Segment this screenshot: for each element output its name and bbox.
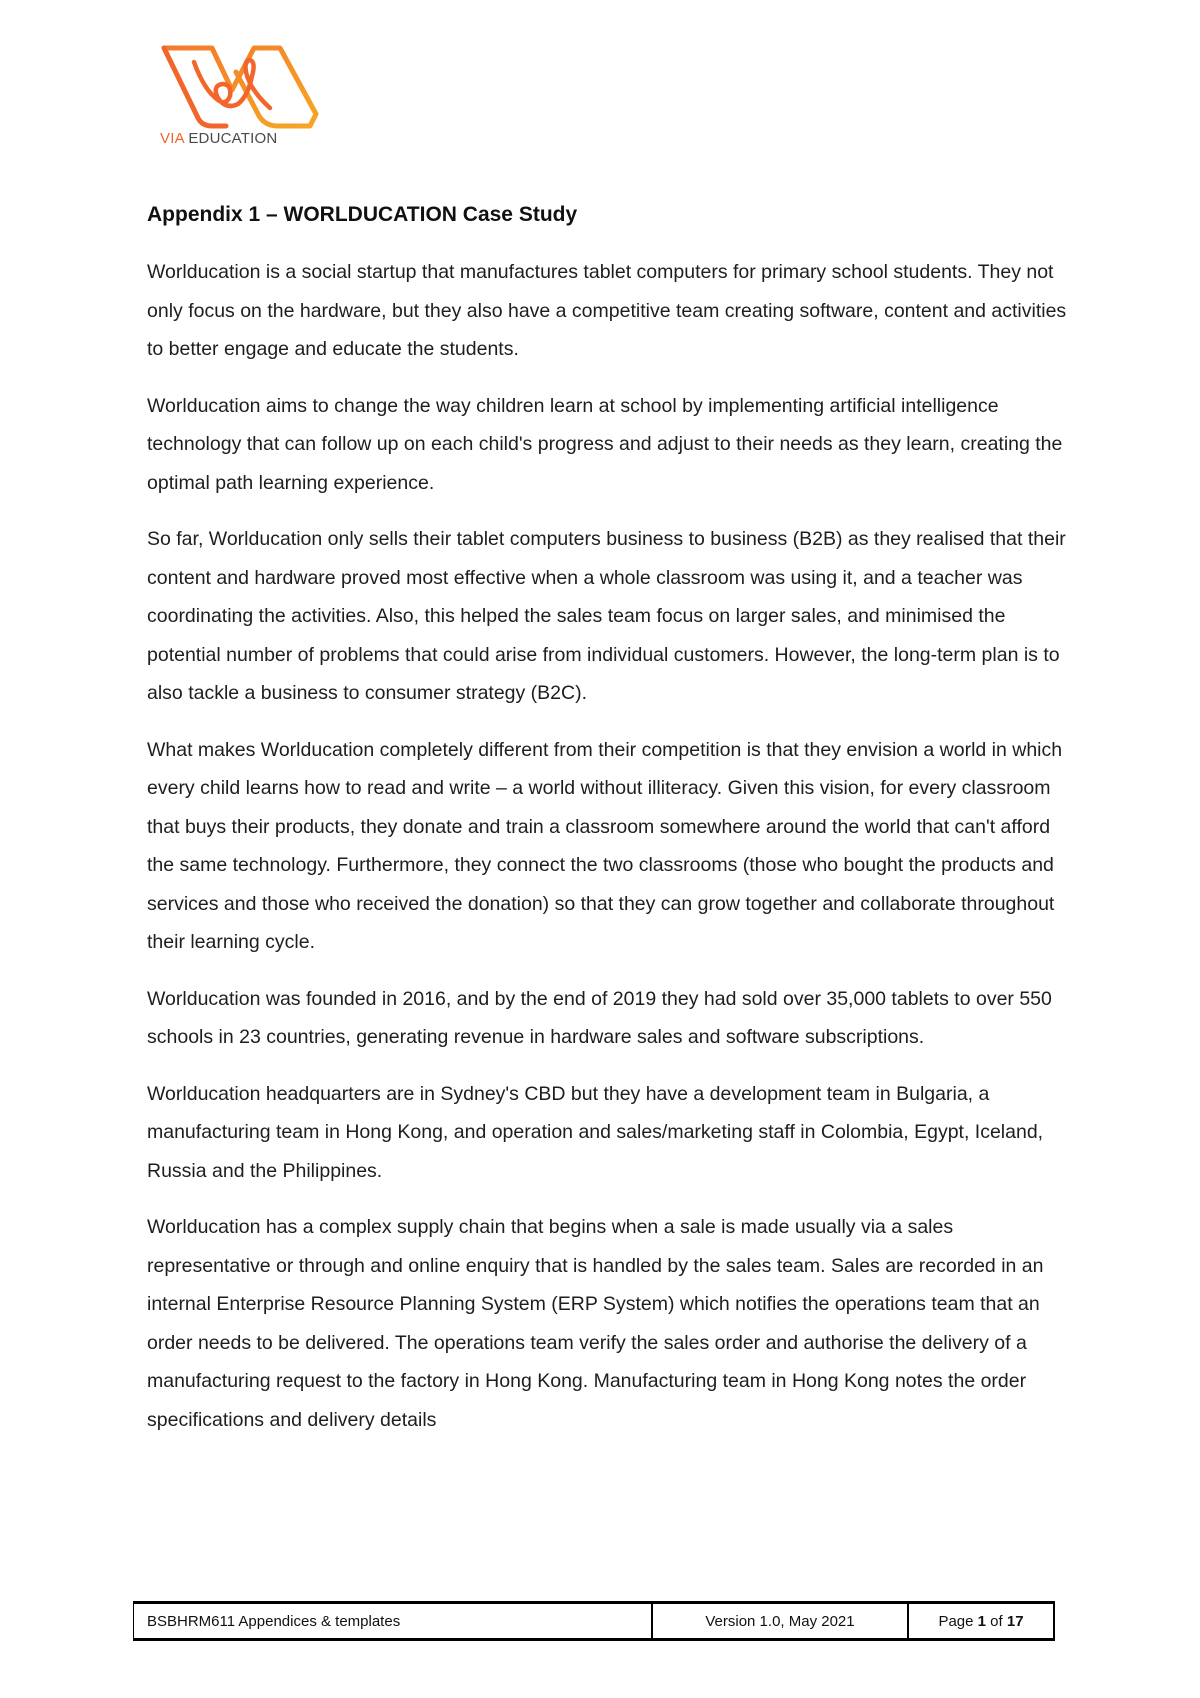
- footer-document-name: BSBHRM611 Appendices & templates: [133, 1604, 651, 1638]
- paragraph-supply-chain: Worlducation has a complex supply chain that begins when a sale is made usually via a sales representative or through and online enquiry that is handled by the sales team. Sales are recorded in an internal Enterprise Resource Planning System (ERP System) which notifies the operations team that an order needs to be delivered. The operations team verify the sales order and authorise the delivery of a manufacturing request to the factory in Hong Kong. Manufacturing team in Hong Kong notes the order specifications and delivery details: [147, 1216, 1044, 1431]
- logo-education-text: EDUCATION: [188, 130, 278, 147]
- paragraph-aims: Worlducation aims to change the way children learn at school by implementing artificial intelligence technology that can follow up on each child's progress and adjust to their needs as they learn, creating the optimal path learning experience.: [147, 394, 1063, 494]
- paragraph-b2b: So far, Worlducation only sells their tablet computers business to business (B2B) as they realised that their content and hardware proved most effective when a whole classroom was using it, and a teacher was coordinating the activities. Also, this helped the sales team focus on larger sales, and minimised the potential number of problems that could arise from individual customers. However, the long-term plan is to also tackle a business to consumer strategy (B2C).: [147, 528, 1066, 704]
- footer-page-of: of: [990, 1612, 1003, 1630]
- via-education-logo-icon: [160, 40, 320, 130]
- via-education-logo: [160, 40, 320, 160]
- logo-via-text: VIA: [160, 130, 184, 147]
- footer-version: Version 1.0, May 2021: [651, 1604, 907, 1638]
- paragraph-locations: Worlducation headquarters are in Sydney's CBD but they have a development team in Bulgaria, a manufacturing team in Hong Kong, and operation and sales/marketing staff in Colombia, Egypt, Iceland, Russia and the Philippines.: [147, 1082, 1044, 1182]
- document-title: Appendix 1 – WORLDUCATION Case Study: [147, 203, 578, 226]
- logo-wordmark: [160, 130, 330, 147]
- paragraph-vision: What makes Worlducation completely different from their competition is that they envision a world in which every child learns how to read and write – a world without illiteracy. Given this vision, for every classroom that buys their products, they donate and train a classroom somewhere around the world that can't afford the same technology. Furthermore, they connect the two classrooms (those who bought the products and services and those who received the donation) so that they can grow together and collaborate throughout their learning cycle.: [147, 738, 1063, 953]
- footer-page-current: 1: [977, 1612, 986, 1630]
- document-body: [147, 196, 1067, 1457]
- footer-page-word: Page: [938, 1612, 974, 1630]
- footer-page-total: 17: [1006, 1612, 1024, 1630]
- paragraph-history: Worlducation was founded in 2016, and by the end of 2019 they had sold over 35,000 tablets to over 550 schools in 23 countries, generating revenue in hardware sales and software subscriptions.: [147, 987, 1052, 1048]
- footer-page-number: [907, 1604, 1055, 1638]
- paragraph-intro: Worlducation is a social startup that manufactures tablet computers for primary school students. They not only focus on the hardware, but they also have a competitive team creating software, content and activities to better engage and educate the students.: [147, 261, 1067, 360]
- page-footer: [133, 1601, 1055, 1641]
